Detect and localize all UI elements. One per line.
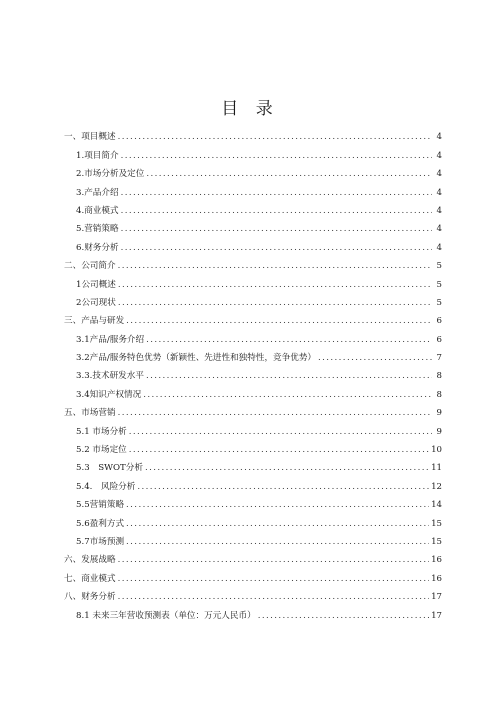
toc-entry[interactable] <box>64 124 442 142</box>
toc-entry-label: 3.1产品/服务介绍 <box>76 334 145 345</box>
toc-entry-label: 八、财务分析 <box>64 592 116 603</box>
toc-entry-label: 二、公司简介 <box>64 261 116 272</box>
toc-dot-leader <box>121 206 432 216</box>
toc-entry-page-number: 14 <box>431 500 442 511</box>
toc-dot-leader <box>146 169 432 179</box>
toc-entry[interactable] <box>64 198 442 216</box>
toc-entry[interactable] <box>64 381 442 399</box>
toc-dot-leader <box>143 390 432 400</box>
toc-dot-leader <box>126 537 429 547</box>
toc-entry-label: 5.营销策略 <box>76 224 119 235</box>
toc-dot-leader <box>121 151 432 161</box>
toc-entry[interactable] <box>64 510 442 528</box>
toc-entry[interactable] <box>64 492 442 510</box>
toc-entry-page-number: 4 <box>436 150 442 161</box>
toc-entry[interactable] <box>64 142 442 160</box>
toc-entry[interactable] <box>64 565 442 583</box>
toc-entry-label: 六、发展战略 <box>64 555 116 566</box>
toc-entry[interactable] <box>64 271 442 289</box>
toc-entry-page-number: 4 <box>436 205 442 216</box>
toc-entry-label: 6.财务分析 <box>76 242 119 253</box>
toc-dot-leader <box>118 574 429 584</box>
toc-entry-page-number: 12 <box>431 481 442 492</box>
toc-entry[interactable] <box>64 400 442 418</box>
toc-entry-page-number: 4 <box>436 224 442 235</box>
toc-entry-label: 5.1 市场分析 <box>76 426 127 437</box>
toc-entry-label: 1公司概述 <box>76 279 116 290</box>
toc-entry-page-number: 10 <box>431 445 442 456</box>
toc-entry-page-number: 16 <box>431 555 442 566</box>
toc-dot-leader <box>118 132 432 142</box>
toc-entry[interactable] <box>64 547 442 565</box>
toc-entry[interactable] <box>64 363 442 381</box>
toc-dot-leader <box>118 298 432 308</box>
toc-entry-label: 3.4知识产权情况 <box>76 389 142 400</box>
toc-entry-page-number: 8 <box>436 371 442 382</box>
toc-entry-label: 8.1 未来三年营收预测表（单位：万元人民币） <box>76 610 256 621</box>
toc-dot-leader <box>118 555 429 565</box>
toc-entry-label: 三、产品与研发 <box>64 316 125 327</box>
toc-entry[interactable] <box>64 584 442 602</box>
toc-entry[interactable] <box>64 345 442 363</box>
toc-entry[interactable] <box>64 179 442 197</box>
toc-entry-label: 5.6盈利方式 <box>76 518 125 529</box>
toc-entry[interactable] <box>64 234 442 252</box>
toc-entry-label: 一、项目概述 <box>64 132 116 143</box>
toc-entry-label: 3.产品介绍 <box>76 187 119 198</box>
toc-entry-page-number: 6 <box>436 334 442 345</box>
toc-dot-leader <box>146 371 432 381</box>
toc-entry[interactable] <box>64 308 442 326</box>
toc-entry-page-number: 4 <box>436 169 442 180</box>
toc-entry-label: 3.3.技术研发水平 <box>76 371 144 382</box>
toc-entry-page-number: 5 <box>436 261 442 272</box>
toc-entry-page-number: 5 <box>436 297 442 308</box>
toc-entry-page-number: 9 <box>436 408 442 419</box>
toc-entry[interactable] <box>64 161 442 179</box>
toc-entry[interactable] <box>64 437 442 455</box>
toc-dot-leader <box>146 335 432 345</box>
toc-entry-page-number: 8 <box>436 389 442 400</box>
toc-dot-leader <box>121 188 432 198</box>
toc-dot-leader <box>258 611 429 621</box>
toc-entry-page-number: 17 <box>431 610 442 621</box>
toc-dot-leader <box>118 261 432 271</box>
toc-entry-page-number: 6 <box>436 316 442 327</box>
toc-entry-label: 3.2产品/服务特色优势（新颖性、先进性和独特性，竞争优势） <box>76 353 317 364</box>
toc-dot-leader <box>126 500 429 510</box>
toc-dot-leader <box>118 592 429 602</box>
toc-entry-label: 2.市场分析及定位 <box>76 169 145 180</box>
toc-entry-label: 5.5营销策略 <box>76 500 125 511</box>
toc-entry-label: 2公司现状 <box>76 297 116 308</box>
page-title: 目 录 <box>221 99 279 119</box>
toc-entry[interactable] <box>64 529 442 547</box>
toc-dot-leader <box>121 224 432 234</box>
toc-entry-label: 5.4. 风险分析 <box>76 481 136 492</box>
toc-entry-label: 4.商业模式 <box>76 205 119 216</box>
toc-dot-leader <box>318 353 432 363</box>
toc-dot-leader <box>118 280 432 290</box>
toc-dot-leader <box>126 519 429 529</box>
toc-entry[interactable] <box>64 326 442 344</box>
toc-entry-page-number: 4 <box>436 132 442 143</box>
toc-entry-page-number: 4 <box>436 242 442 253</box>
toc-entry-page-number: 17 <box>431 592 442 603</box>
toc-entry[interactable] <box>64 473 442 491</box>
toc-dot-leader <box>129 445 429 455</box>
toc-entry-label: 5.7市场预测 <box>76 536 125 547</box>
toc-dot-leader <box>129 427 432 437</box>
toc-dot-leader <box>118 408 432 418</box>
toc-entry[interactable] <box>64 216 442 234</box>
toc-entry[interactable] <box>64 602 442 620</box>
toc-entry[interactable] <box>64 418 442 436</box>
toc-entry[interactable] <box>64 253 442 271</box>
toc-entry-page-number: 11 <box>431 463 442 474</box>
toc-entry-page-number: 5 <box>436 279 442 290</box>
toc-entry-label: 七、商业模式 <box>64 573 116 584</box>
toc-entry-label: 五、市场营销 <box>64 408 116 419</box>
toc-entry-page-number: 15 <box>431 518 442 529</box>
toc-entry[interactable] <box>64 290 442 308</box>
toc-dot-leader <box>126 316 432 326</box>
toc-entry[interactable] <box>64 455 442 473</box>
toc-dot-leader <box>137 482 429 492</box>
toc-entry-label: 5.2 市场定位 <box>76 445 127 456</box>
toc-entry-label: 5.3 SWOT分析 <box>76 463 143 474</box>
toc-entry-page-number: 4 <box>436 187 442 198</box>
toc-dot-leader <box>121 243 432 253</box>
toc-entry-page-number: 7 <box>436 353 442 364</box>
toc-entry-page-number: 15 <box>431 536 442 547</box>
toc-entry-page-number: 9 <box>436 426 442 437</box>
toc-dot-leader <box>145 463 429 473</box>
toc-entry-label: 1.项目简介 <box>76 150 119 161</box>
table-of-contents <box>64 124 442 621</box>
toc-entry-page-number: 16 <box>431 573 442 584</box>
